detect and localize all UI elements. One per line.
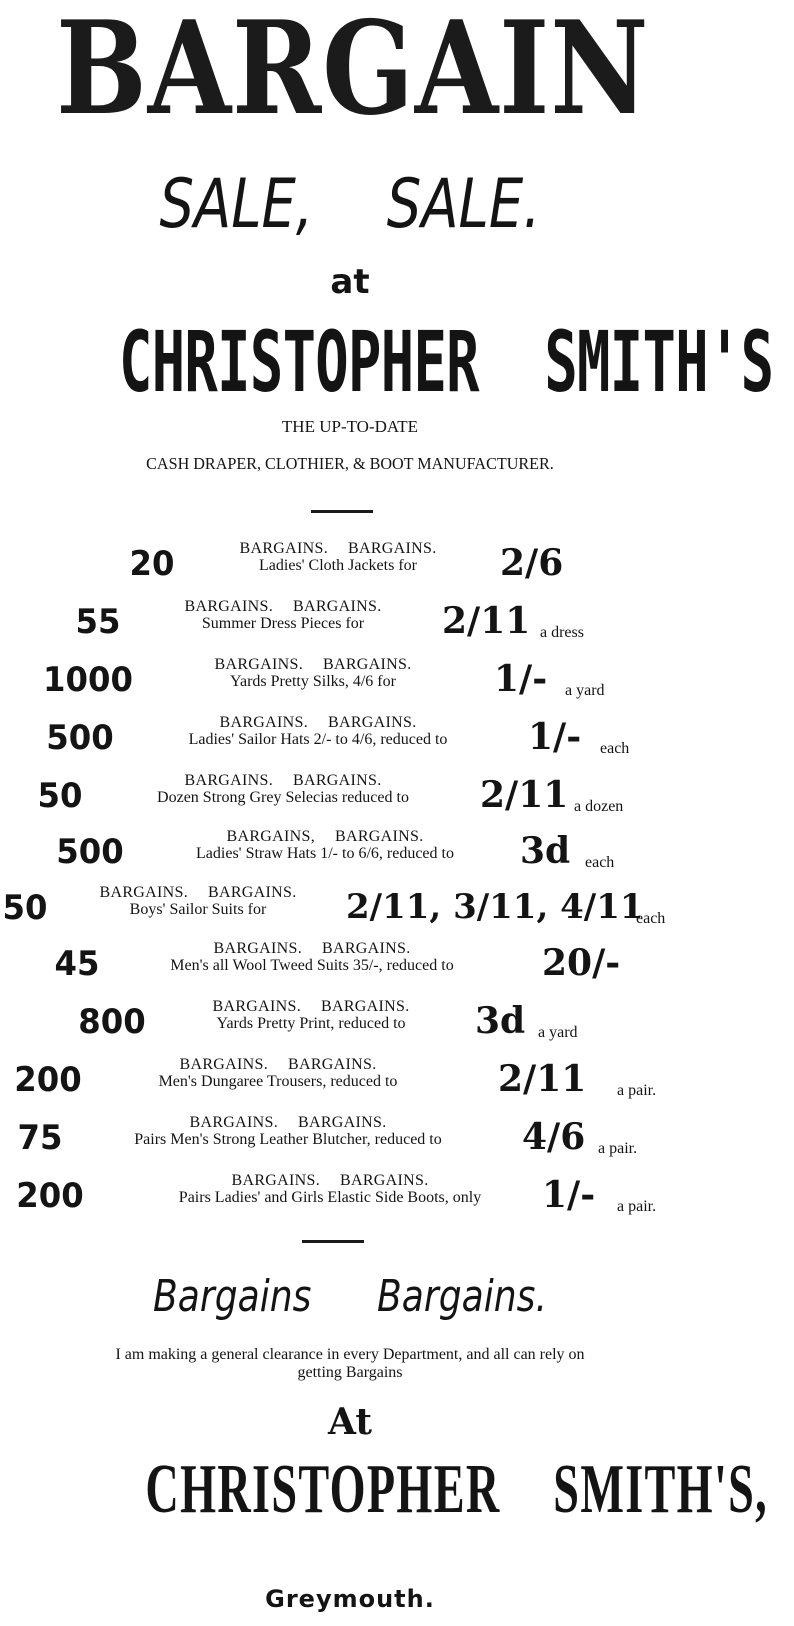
item-price: 1/- [494,658,548,700]
item-description-block [83,598,483,632]
item-price: 2/11 [498,1058,587,1100]
bargains-word: BARGAINS. [293,772,382,789]
item-description: Ladies' Straw Hats 1/- to 6/6, reduced to [196,845,454,862]
bargain-row [0,938,700,996]
bargain-row [0,538,700,596]
bargain-row [0,654,700,712]
bargains-word: BARGAINS. [322,940,411,957]
item-quantity: 55 [75,602,121,642]
divider-bottom [302,1240,364,1243]
item-description-block [112,940,512,974]
item-price: 1/- [542,1174,596,1216]
bargains-word: BARGAINS. [323,656,412,673]
item-unit: each [600,740,630,757]
bargains-word: BARGAINS. [99,884,188,901]
bargain-row [0,596,700,654]
item-description: Ladies' Cloth Jackets for [259,557,417,574]
item-unit: each [585,854,615,871]
bargains-word: BARGAINS. [231,1172,320,1189]
item-description: Dozen Strong Grey Selecias reduced to [157,789,409,806]
item-price: 4/6 [522,1116,586,1158]
town-name: Greymouth. [265,1585,435,1613]
item-unit: a dress [540,624,584,641]
item-description: Yards Pretty Silks, 4/6 for [230,673,396,690]
bargains-word: BARGAINS. [348,540,437,557]
bargains-left: Bargains [153,1271,312,1322]
item-price: 2/11 [480,774,569,816]
item-description-block [118,714,518,748]
bargains-word: BARGAINS. [189,1114,278,1131]
bargains-word: BARGAINS. [340,1172,429,1189]
at-label-footer: At [328,1401,372,1443]
item-description: Summer Dress Pieces for [201,615,365,632]
shop-name-footer [119,1445,768,1535]
bargains-word: BARGAINS. [298,1114,387,1131]
item-description-block [78,1056,478,1090]
bargains-word: BARGAINS. [239,540,328,557]
bargains-word: BARGAINS. [293,598,382,615]
bargain-row [0,1112,700,1170]
bargain-row [0,1054,700,1112]
bargains-word: BARGAINS, [226,828,315,845]
item-price: 1/- [528,716,582,758]
item-quantity: 800 [78,1002,146,1042]
bargain-row [0,770,700,828]
item-description: Boys' Sailor Suits for [129,901,267,918]
item-quantity: 500 [46,718,114,758]
item-quantity: 75 [17,1118,63,1158]
bargains-word: BARGAINS. [212,998,301,1015]
tagline-upto-date: THE UP-TO-DATE [281,417,419,436]
bargains-word: BARGAINS. [214,656,303,673]
bargains-word: BARGAINS. [335,828,424,845]
item-unit: a pair. [598,1140,638,1157]
clearance-note-line-1: I am making a general clearance in every Department, and all can rely on [115,1346,585,1363]
item-price: 3d [475,1000,526,1042]
shop-name-footer-right: SMITH'S, [553,1451,768,1528]
sale-right: SALE. [386,165,541,244]
item-quantity: 50 [2,888,48,928]
item-quantity: 500 [56,832,124,872]
item-price: 20/- [542,942,621,984]
item-quantity: 45 [54,944,100,984]
item-quantity: 200 [14,1060,82,1100]
sale-left: SALE, [159,165,314,244]
divider-top [311,510,373,513]
item-description: Men's Dungaree Trousers, reduced to [158,1073,398,1090]
item-price: 3d [520,830,571,872]
item-unit: a dozen [574,798,624,815]
item-description-block [130,1172,530,1206]
item-price: 2/11 [442,600,531,642]
bargains-word: BARGAINS. [219,714,308,731]
item-description: Yards Pretty Print, reduced to [216,1015,406,1032]
shop-name-footer-left: CHRISTOPHER [145,1451,501,1528]
item-description-block [0,884,398,918]
bargain-row [0,712,700,770]
item-unit: a yard [538,1024,578,1041]
bargains-heading [63,1270,637,1324]
item-description: Ladies' Sailor Hats 2/- to 4/6, reduced to [188,731,448,748]
bargain-row [0,996,700,1054]
item-price: 2/6 [500,542,564,584]
headline: BARGAIN [56,0,650,144]
bargains-word: BARGAINS. [288,1056,377,1073]
item-description-block [88,1114,488,1148]
item-unit: a yard [565,682,605,699]
bargain-row [0,882,700,940]
at-label: at [330,262,370,302]
item-description: Pairs Ladies' and Girls Elastic Side Boots, only [178,1189,482,1206]
tagline-trades: CASH DRAPER, CLOTHIER, & BOOT MANUFACTURER. [146,454,554,473]
item-description-block [125,828,525,862]
shop-name-heading: CHRISTOPHER SMITH'S [118,313,774,411]
bargains-word: BARGAINS. [184,772,273,789]
bargains-word: BARGAINS. [208,884,297,901]
item-unit: a pair. [617,1198,657,1215]
item-quantity: 20 [129,544,175,584]
clearance-note [0,1346,700,1382]
bargains-right: Bargains. [377,1271,547,1322]
bargains-word: BARGAINS. [328,714,417,731]
item-quantity: 50 [37,776,83,816]
item-quantity: 1000 [43,660,133,700]
bargain-row [0,826,700,884]
item-description: Pairs Men's Strong Leather Blutcher, reduced to [134,1131,442,1148]
bargains-word: BARGAINS. [184,598,273,615]
item-description-block [138,540,538,574]
item-description-block [113,656,513,690]
bargains-word: BARGAINS. [321,998,410,1015]
bargains-word: BARGAINS. [213,940,302,957]
bargain-row [0,1170,700,1228]
item-description: Men's all Wool Tweed Suits 35/-, reduced to [170,957,454,974]
sale-heading [70,165,630,245]
item-quantity: 200 [16,1176,84,1216]
clearance-note-line-2: getting Bargains [297,1364,403,1381]
item-description-block [111,998,511,1032]
item-unit: each [636,910,666,927]
item-price: 2/11, 3/11, 4/11 [346,887,644,927]
item-description-block [83,772,483,806]
bargains-word: BARGAINS. [179,1056,268,1073]
item-unit: a pair. [617,1082,657,1099]
